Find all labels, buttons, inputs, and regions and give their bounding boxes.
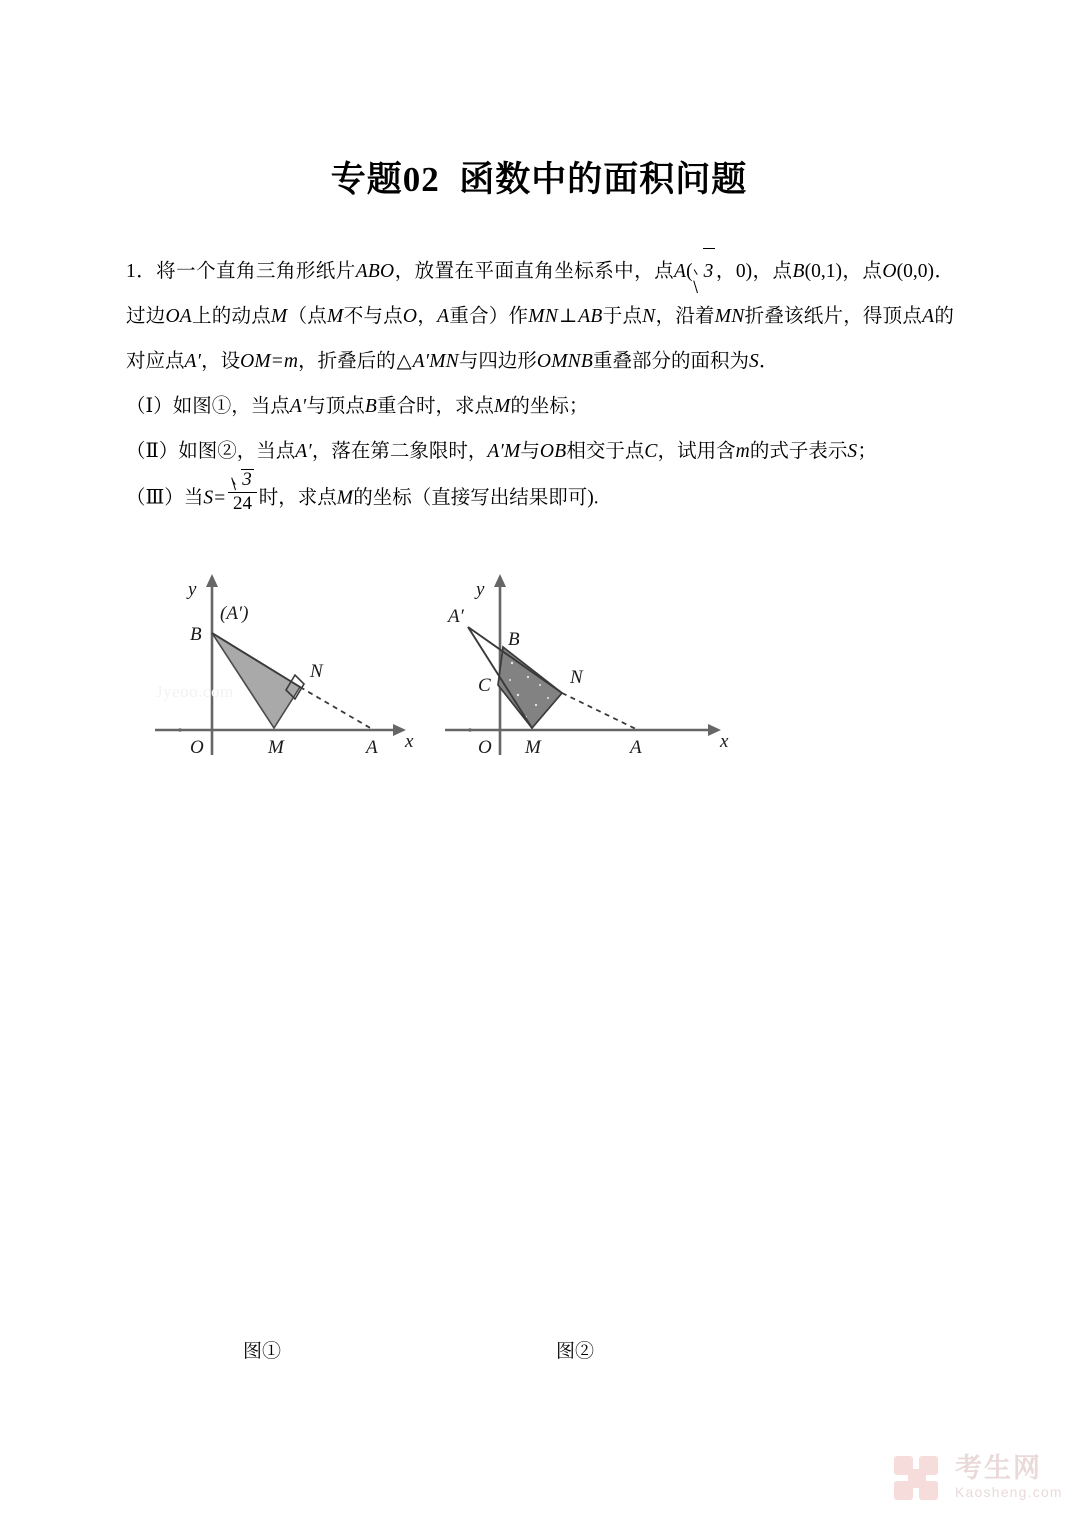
fig1-point-label-B: B bbox=[190, 624, 202, 645]
label-N: N bbox=[642, 306, 656, 327]
fig2-y-axis-label: y bbox=[476, 579, 485, 600]
fig2-point-label-M: M bbox=[525, 737, 541, 758]
part-3-seg-3: 的坐标（直接写出结果即可). bbox=[353, 487, 599, 509]
part-2-seg-2: ，落在第二象限时， bbox=[311, 441, 488, 462]
perpendicular-symbol: ⊥ bbox=[558, 306, 578, 327]
part-2-paragraph bbox=[126, 429, 954, 474]
fig2-shaded-quad-CBNM bbox=[498, 647, 562, 728]
problem-statement-paragraph bbox=[126, 248, 954, 384]
stmt-seg-11: 于点 bbox=[602, 306, 643, 327]
part3-label-S: S bbox=[203, 487, 214, 509]
fig1-origin-label: O bbox=[190, 737, 204, 758]
fraction-denominator: 24 bbox=[228, 492, 257, 515]
label-ABO: ABO bbox=[355, 261, 395, 282]
problem-body bbox=[126, 248, 954, 521]
part2-label-C: C bbox=[644, 441, 658, 462]
label-O-2: O bbox=[402, 306, 418, 327]
stmt-comma-1: ， bbox=[715, 261, 736, 282]
stmt-seg-2: ，放置在平面直角坐标系中，点 bbox=[394, 261, 675, 282]
part2-label-ApM: A′M bbox=[487, 441, 521, 462]
stmt-seg-17: ，折叠后的 bbox=[298, 351, 396, 372]
part-3-label: （Ⅲ） bbox=[126, 487, 184, 509]
fig2-speck bbox=[509, 679, 511, 681]
label-OA: OA bbox=[165, 306, 192, 327]
part-3-paragraph bbox=[126, 469, 954, 521]
part1-label-M: M bbox=[493, 396, 511, 417]
brand-watermark bbox=[893, 1452, 1065, 1520]
stmt-seg-7: （点 bbox=[287, 306, 328, 327]
label-A-prime: A′ bbox=[184, 351, 202, 372]
part2-label-OB: OB bbox=[539, 441, 567, 462]
fig2-origin-label: O bbox=[478, 737, 492, 758]
label-OMNB: OMNB bbox=[536, 351, 593, 372]
fig2-axis-tick bbox=[468, 728, 472, 732]
triangle-symbol: △ bbox=[396, 351, 412, 372]
page-title bbox=[0, 152, 1078, 202]
brand-text-block bbox=[955, 1452, 1067, 1500]
part-2-seg-6: 的式子表示 bbox=[749, 441, 848, 462]
stmt-seg-3: ，点 bbox=[752, 261, 793, 282]
paren-open: ( bbox=[686, 261, 693, 282]
fig2-point-label-N: N bbox=[570, 667, 583, 688]
fraction-numerator: 3 bbox=[228, 469, 257, 492]
label-B: B bbox=[792, 261, 805, 282]
figure-1-caption: 图① bbox=[243, 1341, 282, 1362]
stmt-seg-9: ， bbox=[417, 306, 438, 327]
fig2-point-label-C: C bbox=[478, 675, 491, 696]
coord-O: (0,0) bbox=[896, 261, 935, 282]
fig2-point-label-A-prime: A′ bbox=[448, 606, 464, 627]
fig1-point-label-N: N bbox=[310, 661, 323, 682]
part-1-seg-2: 与顶点 bbox=[306, 396, 365, 417]
label-OM: OM bbox=[240, 351, 271, 372]
label-M: M bbox=[270, 306, 288, 327]
fig1-y-axis-label: y bbox=[188, 579, 197, 600]
equals-sign-2: = bbox=[214, 487, 226, 509]
part-1-seg-1: 如图①，当点 bbox=[172, 396, 290, 417]
fig1-x-axis-label: x bbox=[405, 731, 414, 752]
stmt-seg-1: 将一个直角三角形纸片 bbox=[156, 261, 356, 282]
part-3-seg-2: 时，求点 bbox=[258, 487, 337, 509]
fig2-speck bbox=[539, 684, 541, 686]
title-prefix: 专题 bbox=[330, 160, 403, 199]
fig1-point-label-A: A bbox=[366, 737, 378, 758]
equals-sign-1: = bbox=[271, 351, 283, 372]
sqrt-three: 3 bbox=[693, 248, 716, 294]
title-main: 函数中的面积问题 bbox=[459, 160, 748, 199]
stmt-seg-14: 叠该纸片，得顶点 bbox=[764, 306, 923, 327]
title-number: 02 bbox=[402, 160, 440, 199]
fig1-point-label-A-prime: (A′) bbox=[220, 603, 249, 624]
part1-label-Aprime: A′ bbox=[289, 396, 307, 417]
fig1-dashed-segment-NA bbox=[300, 687, 372, 729]
part-1-paragraph bbox=[126, 384, 954, 429]
label-MN: MN bbox=[528, 306, 558, 327]
stmt-seg-10: 重合）作 bbox=[449, 306, 529, 327]
coord-B: (0,1) bbox=[804, 261, 842, 282]
part-2-seg-1: 如图②，当点 bbox=[178, 441, 296, 462]
stmt-seg-13: 折 bbox=[744, 306, 765, 327]
label-AB: AB bbox=[578, 306, 603, 327]
label-O: O bbox=[882, 261, 897, 282]
stmt-seg-5: ．过边 bbox=[126, 261, 954, 327]
part-2-seg-5: ，试用含 bbox=[657, 441, 736, 462]
part-1-seg-3: 重合时，求点 bbox=[376, 396, 494, 417]
figure-2-caption: 图② bbox=[556, 1341, 595, 1362]
part-2-seg-7: ； bbox=[857, 441, 877, 462]
part-2-seg-4: 相交于点 bbox=[566, 441, 645, 462]
stmt-seg-4: ，点 bbox=[841, 261, 883, 282]
stmt-seg-20: 的面积为 bbox=[670, 351, 749, 372]
fraction-sqrt3-over-24 bbox=[228, 469, 257, 514]
label-S: S bbox=[748, 351, 759, 372]
label-m: m bbox=[283, 351, 299, 372]
fig2-speck bbox=[527, 676, 529, 678]
stmt-seg-21: ． bbox=[758, 351, 779, 372]
fig1-shaded-triangle-BMN bbox=[212, 633, 300, 728]
figure-watermark: Jyeoo.com bbox=[156, 682, 234, 701]
fig2-speck bbox=[517, 694, 519, 696]
label-ApMN: A′MN bbox=[412, 351, 459, 372]
fig1-axis-tick bbox=[178, 728, 182, 732]
fig2-point-label-B: B bbox=[508, 629, 520, 650]
fig2-speck bbox=[511, 662, 513, 664]
part1-label-B: B bbox=[364, 396, 377, 417]
figure-2-diagram bbox=[440, 565, 740, 775]
label-A: A bbox=[674, 261, 687, 282]
brand-name-en: Kaosheng.com bbox=[955, 1484, 1063, 1500]
fig2-dashed-segment-NA bbox=[562, 693, 636, 729]
part-1-label: （Ⅰ） bbox=[126, 396, 173, 417]
stmt-seg-18: 与四边形 bbox=[458, 351, 537, 372]
fig1-point-label-M: M bbox=[268, 737, 284, 758]
fig2-speck bbox=[535, 704, 537, 706]
part-1-seg-4: 的坐标； bbox=[510, 396, 589, 417]
fig1-y-axis-arrow bbox=[206, 574, 218, 587]
part2-label-m: m bbox=[735, 441, 750, 462]
fig2-x-axis-label: x bbox=[720, 731, 729, 752]
fig2-point-label-A: A bbox=[630, 737, 642, 758]
label-M-2: M bbox=[327, 306, 344, 327]
label-MN-2: MN bbox=[714, 306, 745, 327]
part-2-seg-3: 与 bbox=[520, 441, 540, 462]
part-3-seg-1: 当 bbox=[183, 487, 204, 509]
kaosheng-logo-icon bbox=[893, 1454, 945, 1506]
part3-label-M: M bbox=[336, 487, 354, 509]
part2-label-S: S bbox=[847, 441, 858, 462]
stmt-seg-12: ，沿着 bbox=[655, 306, 715, 327]
part2-label-Aprime: A′ bbox=[295, 441, 312, 462]
figure-1-diagram bbox=[150, 565, 440, 775]
stmt-seg-19: 重叠部分 bbox=[592, 351, 671, 372]
fig2-y-axis-arrow bbox=[494, 574, 506, 587]
stmt-seg-8: 不与点 bbox=[343, 306, 403, 327]
stmt-seg-15: 的对应点 bbox=[126, 306, 954, 372]
fig2-speck bbox=[547, 697, 549, 699]
stmt-seg-6: 上的动点 bbox=[191, 306, 271, 327]
brand-name-cn: 考生网 bbox=[955, 1453, 1042, 1483]
problem-number: 1． bbox=[126, 261, 157, 282]
coord-zero: 0) bbox=[735, 261, 753, 282]
label-A-3: A bbox=[922, 306, 935, 327]
label-A-2: A bbox=[437, 306, 450, 327]
stmt-seg-16: ，设 bbox=[201, 351, 241, 372]
part-2-label: （Ⅱ） bbox=[126, 441, 179, 462]
